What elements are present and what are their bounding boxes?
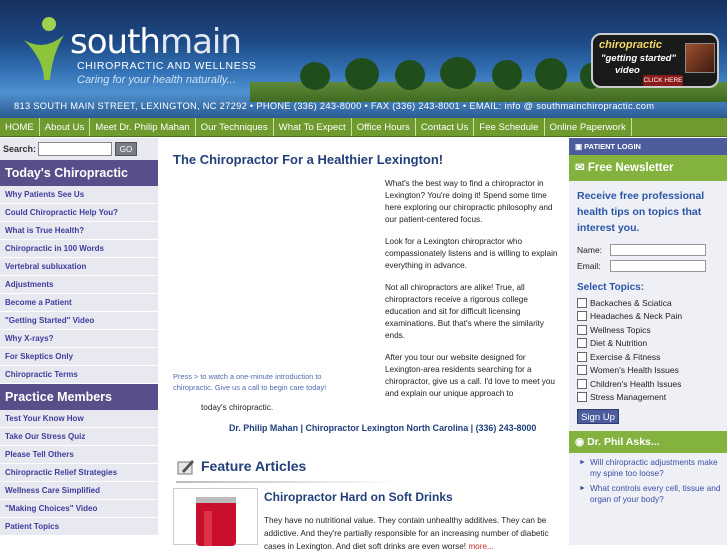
search-label: Search: <box>3 144 37 154</box>
main-content <box>160 138 568 551</box>
topic-label: Headaches & Neck Pain <box>590 311 683 322</box>
intro-text <box>385 178 560 410</box>
tagline: Caring for your health naturally... <box>77 74 236 86</box>
logo-wordmark[interactable] <box>70 22 241 62</box>
topic-checkbox[interactable] <box>577 379 587 389</box>
menu-item[interactable]: Take Our Stress Quiz <box>0 428 158 446</box>
topic-option[interactable] <box>569 377 727 391</box>
topic-option[interactable] <box>569 337 727 351</box>
menu-item[interactable]: Test Your Know How <box>0 410 158 428</box>
topic-checkbox[interactable] <box>577 392 587 402</box>
menu-item[interactable]: Patient Topics <box>0 518 158 536</box>
lock-icon: ▣ <box>575 142 585 151</box>
menu-item[interactable]: Why Patients See Us <box>0 186 158 204</box>
question-icon: ◉ <box>575 436 588 448</box>
menu-item[interactable]: Could Chiropractic Help You? <box>0 204 158 222</box>
select-topics-label: Select Topics: <box>577 282 645 293</box>
search-bar <box>0 138 158 160</box>
video-caption: Press > to watch a one-minute introduction to chiropractic. Give us a call to begin care today! <box>173 372 327 392</box>
nav-contact-us[interactable]: Contact Us <box>416 118 474 136</box>
menu-item[interactable]: Vertebral subluxation <box>0 258 158 276</box>
intro-tail: today's chiropractic. <box>201 403 274 412</box>
nav-meet-doctor[interactable]: Meet Dr. Philip Mahan <box>90 118 195 136</box>
menu-item[interactable]: Chiropractic Terms <box>0 366 158 384</box>
topic-label: Exercise & Fitness <box>590 351 661 362</box>
tree <box>440 57 476 89</box>
page-title: The Chiropractor For a Healthier Lexington! <box>173 152 444 167</box>
menu-item[interactable]: Wellness Care Simplified <box>0 482 158 500</box>
question-link[interactable]: Will chiropractic adjustments make my spine too loose? <box>589 457 718 478</box>
topic-label: Children's Health Issues <box>590 378 682 389</box>
newsletter-description: Receive free professional health tips on topics that interest you. <box>577 190 705 234</box>
intro-video-player[interactable] <box>173 176 373 366</box>
name-row <box>569 244 727 256</box>
arrow-right-icon: ► <box>579 485 586 492</box>
newsletter-heading <box>569 155 727 181</box>
question-item[interactable] <box>569 479 727 505</box>
pencil-note-icon <box>176 457 196 477</box>
arrow-right-icon: ► <box>579 459 586 466</box>
nav-fee-schedule[interactable]: Fee Schedule <box>474 118 544 136</box>
menu-item[interactable]: Become a Patient <box>0 294 158 312</box>
click-here-button[interactable]: CLICK HERE <box>643 77 683 84</box>
menu-item[interactable]: Adjustments <box>0 276 158 294</box>
tree <box>345 58 379 90</box>
menu-item[interactable]: "Getting Started" Video <box>0 312 158 330</box>
contact-address-bar: 813 SOUTH MAIN STREET, LEXINGTON, NC 27292 • PHONE (336) 243-8000 • FAX (336) 243-8001 • EMAIL: info @ southmainchiropractic.com <box>14 101 655 111</box>
question-item[interactable] <box>569 453 727 479</box>
nav-office-hours[interactable]: Office Hours <box>352 118 416 136</box>
tree <box>535 58 567 90</box>
topic-label: Diet & Nutrition <box>590 338 648 349</box>
newsletter-title: Free Newsletter <box>587 162 674 174</box>
topic-checkbox[interactable] <box>577 365 587 375</box>
mail-icon: ✉ <box>575 162 588 174</box>
nav-online-paperwork[interactable]: Online Paperwork <box>545 118 632 136</box>
badge-line2: "getting started" <box>601 53 676 64</box>
topic-label: Women's Health Issues <box>590 365 679 376</box>
menu-item[interactable]: Why X-rays? <box>0 330 158 348</box>
email-field[interactable] <box>610 260 706 272</box>
menu-item[interactable]: Chiropractic Relief Strategies <box>0 464 158 482</box>
topic-option[interactable] <box>569 350 727 364</box>
question-link[interactable]: What controls every cell, tissue and organ of your body? <box>589 483 721 504</box>
patient-login-link[interactable] <box>569 138 727 155</box>
nav-what-to-expect[interactable]: What To Expect <box>274 118 352 136</box>
todays-chiropractic-heading: Today's Chiropractic <box>0 160 158 186</box>
dr-phil-asks-heading <box>569 431 727 453</box>
intro-paragraph: What's the best way to find a chiropractor in Lexington? You're doing it! Spend some time here exploring our chiropractic philosophy and our patient-centered focus. <box>385 179 553 224</box>
topic-checkbox[interactable] <box>577 338 587 348</box>
tree <box>492 60 522 90</box>
main-nav <box>0 118 727 137</box>
right-sidebar <box>569 138 727 545</box>
video-thumbnail <box>685 43 715 73</box>
nav-techniques[interactable]: Our Techniques <box>196 118 274 136</box>
heading-underline <box>176 481 401 483</box>
badge-line1: chiropractic <box>599 39 662 51</box>
dr-phil-asks-title: Dr. Phil Asks... <box>587 436 660 448</box>
todays-chiropractic-menu <box>0 186 158 384</box>
feature-articles-title: Feature Articles <box>201 458 307 474</box>
soda-can-image <box>173 488 258 545</box>
topic-checkbox[interactable] <box>577 311 587 321</box>
topic-option[interactable] <box>569 323 727 337</box>
topic-option[interactable] <box>569 296 727 310</box>
doctor-signature: Dr. Philip Mahan | Chiropractor Lexington North Carolina | (336) 243-8000 <box>229 423 537 433</box>
menu-item[interactable]: For Skeptics Only <box>0 348 158 366</box>
patient-login-label: PATIENT LOGIN <box>584 142 641 151</box>
intro-paragraph: After you tour our website designed for Lexington-area residents searching for a chiropractor, give us a call. I'd love to meet you and explain our unique approach to <box>385 353 555 398</box>
email-row <box>569 260 727 272</box>
menu-item[interactable]: What is True Health? <box>0 222 158 240</box>
topic-checkbox[interactable] <box>577 298 587 308</box>
logo-swoosh-icon[interactable] <box>14 10 74 85</box>
article-body <box>264 514 560 553</box>
site-header <box>0 0 727 118</box>
getting-started-video-badge[interactable] <box>591 33 719 88</box>
name-field[interactable] <box>610 244 706 256</box>
feature-articles-heading <box>176 453 401 483</box>
nav-about-us[interactable]: About Us <box>40 118 90 136</box>
menu-item[interactable]: Please Tell Others <box>0 446 158 464</box>
topic-checkbox[interactable] <box>577 325 587 335</box>
menu-item[interactable]: Chiropractic in 100 Words <box>0 240 158 258</box>
left-sidebar <box>0 138 158 545</box>
topic-label: Stress Management <box>590 392 667 403</box>
nav-home[interactable]: HOME <box>0 118 40 136</box>
logo-subtitle: CHIROPRACTIC AND WELLNESS <box>77 60 257 72</box>
menu-item[interactable]: "Making Choices" Video <box>0 500 158 518</box>
practice-members-menu <box>0 410 158 536</box>
name-label: Name: <box>577 245 603 255</box>
article-text: They have no nutritional value. They contain unhealthy additives. They can be addictive. And they're partially responsible for an increasing number of diabetic cases in Lexington. And diet soft drinks are even worse! <box>264 516 549 551</box>
intro-paragraph: Look for a Lexington chiropractor who compassionately listens and is willing to explain everything in advance. <box>385 237 558 270</box>
logo-word-south: south <box>70 22 160 62</box>
intro-paragraph: Not all chiropractors are alike! True, all chiropractors receive a rigorous college education and sit for difficult licensing examinations. But that's where the similarity ends. <box>385 283 545 340</box>
tree <box>395 60 425 90</box>
topic-option[interactable] <box>569 364 727 378</box>
topic-checkbox[interactable] <box>577 352 587 362</box>
read-more-link[interactable]: more... <box>468 542 494 551</box>
sign-up-button[interactable]: Sign Up <box>577 409 619 424</box>
topic-option[interactable] <box>569 310 727 324</box>
topic-option[interactable] <box>569 391 727 405</box>
badge-line3: video <box>615 65 640 76</box>
logo-word-main: main <box>159 22 241 62</box>
article-title[interactable]: Chiropractor Hard on Soft Drinks <box>264 490 453 504</box>
tree <box>300 62 330 90</box>
email-label: Email: <box>577 261 601 271</box>
topic-label: Backaches & Sciatica <box>590 297 672 308</box>
search-go-button[interactable]: GO <box>115 142 137 156</box>
topic-label: Wellness Topics <box>590 324 651 335</box>
search-input[interactable] <box>38 142 112 156</box>
practice-members-heading: Practice Members <box>0 384 158 410</box>
